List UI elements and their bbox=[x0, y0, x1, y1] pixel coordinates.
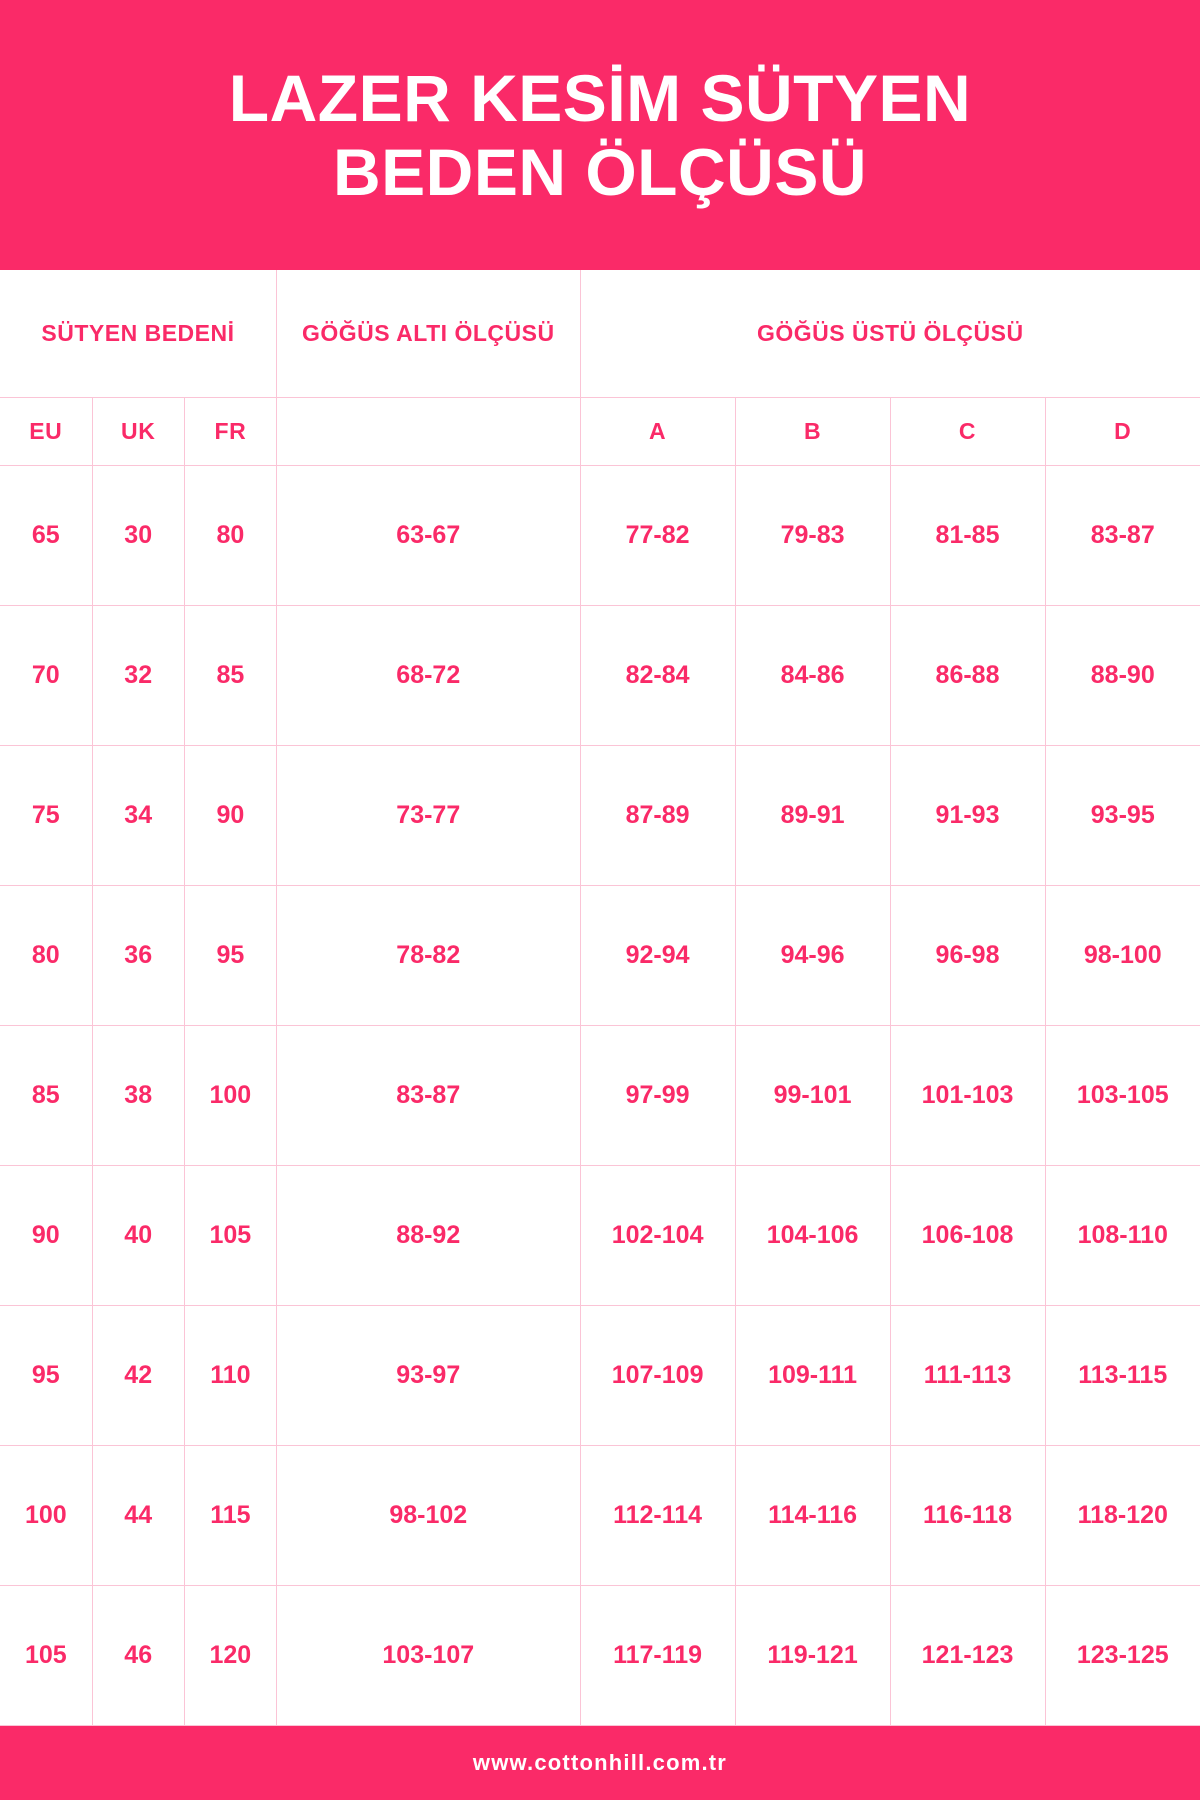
cell-cup-a: 117-119 bbox=[580, 1585, 735, 1725]
cell-cup-b: 114-116 bbox=[735, 1445, 890, 1585]
cell-fr: 120 bbox=[184, 1585, 276, 1725]
column-header-fr: FR bbox=[184, 398, 276, 466]
cell-uk: 36 bbox=[92, 886, 184, 1026]
group-header-bra-size: SÜTYEN BEDENİ bbox=[0, 270, 276, 398]
cell-eu: 95 bbox=[0, 1306, 92, 1446]
cell-eu: 75 bbox=[0, 746, 92, 886]
cell-underbust: 88-92 bbox=[276, 1166, 580, 1306]
column-header-uk: UK bbox=[92, 398, 184, 466]
group-header-overbust: GÖĞÜS ÜSTÜ ÖLÇÜSÜ bbox=[580, 270, 1200, 398]
cell-uk: 34 bbox=[92, 746, 184, 886]
cell-cup-b: 109-111 bbox=[735, 1306, 890, 1446]
cell-cup-b: 104-106 bbox=[735, 1166, 890, 1306]
cell-cup-d: 88-90 bbox=[1045, 606, 1200, 746]
cell-cup-d: 83-87 bbox=[1045, 466, 1200, 606]
cell-cup-a: 102-104 bbox=[580, 1166, 735, 1306]
cell-eu: 65 bbox=[0, 466, 92, 606]
table-body bbox=[0, 466, 1200, 1726]
table-row bbox=[0, 1026, 1200, 1166]
cell-cup-d: 108-110 bbox=[1045, 1166, 1200, 1306]
table-row bbox=[0, 466, 1200, 606]
cell-cup-b: 89-91 bbox=[735, 746, 890, 886]
cell-cup-b: 94-96 bbox=[735, 886, 890, 1026]
table-row bbox=[0, 1306, 1200, 1446]
cell-eu: 80 bbox=[0, 886, 92, 1026]
table-row bbox=[0, 746, 1200, 886]
cell-cup-d: 113-115 bbox=[1045, 1306, 1200, 1446]
column-header-cup-c: C bbox=[890, 398, 1045, 466]
cell-uk: 40 bbox=[92, 1166, 184, 1306]
cell-cup-c: 106-108 bbox=[890, 1166, 1045, 1306]
website-url[interactable]: www.cottonhill.com.tr bbox=[472, 1750, 728, 1775]
cell-cup-c: 91-93 bbox=[890, 746, 1045, 886]
cell-cup-c: 81-85 bbox=[890, 466, 1045, 606]
cell-uk: 44 bbox=[92, 1445, 184, 1585]
table-row bbox=[0, 606, 1200, 746]
cell-underbust: 98-102 bbox=[276, 1445, 580, 1585]
cell-eu: 105 bbox=[0, 1585, 92, 1725]
cell-underbust: 93-97 bbox=[276, 1306, 580, 1446]
cell-eu: 70 bbox=[0, 606, 92, 746]
page-footer bbox=[0, 1726, 1200, 1800]
cell-underbust: 68-72 bbox=[276, 606, 580, 746]
table-group-header-row bbox=[0, 270, 1200, 398]
cell-uk: 38 bbox=[92, 1026, 184, 1166]
cell-cup-c: 101-103 bbox=[890, 1026, 1045, 1166]
cell-cup-d: 98-100 bbox=[1045, 886, 1200, 1026]
cell-eu: 100 bbox=[0, 1445, 92, 1585]
cell-fr: 80 bbox=[184, 466, 276, 606]
cell-uk: 46 bbox=[92, 1585, 184, 1725]
cell-cup-c: 86-88 bbox=[890, 606, 1045, 746]
cell-underbust: 83-87 bbox=[276, 1026, 580, 1166]
cell-underbust: 73-77 bbox=[276, 746, 580, 886]
table-row bbox=[0, 1166, 1200, 1306]
cell-cup-d: 103-105 bbox=[1045, 1026, 1200, 1166]
cell-fr: 115 bbox=[184, 1445, 276, 1585]
cell-cup-a: 112-114 bbox=[580, 1445, 735, 1585]
column-header-cup-b: B bbox=[735, 398, 890, 466]
cell-eu: 85 bbox=[0, 1026, 92, 1166]
cell-uk: 30 bbox=[92, 466, 184, 606]
cell-cup-d: 118-120 bbox=[1045, 1445, 1200, 1585]
cell-underbust: 103-107 bbox=[276, 1585, 580, 1725]
group-header-underbust: GÖĞÜS ALTI ÖLÇÜSÜ bbox=[276, 270, 580, 398]
cell-cup-c: 116-118 bbox=[890, 1445, 1045, 1585]
cell-cup-a: 92-94 bbox=[580, 886, 735, 1026]
cell-uk: 32 bbox=[92, 606, 184, 746]
page-title-line-1: LAZER KESİM SÜTYEN bbox=[228, 61, 972, 135]
cell-cup-b: 119-121 bbox=[735, 1585, 890, 1725]
cell-cup-a: 77-82 bbox=[580, 466, 735, 606]
size-table bbox=[0, 270, 1200, 1726]
cell-fr: 95 bbox=[184, 886, 276, 1026]
page-title bbox=[40, 62, 1160, 210]
column-header-cup-a: A bbox=[580, 398, 735, 466]
cell-cup-a: 97-99 bbox=[580, 1026, 735, 1166]
cell-underbust: 78-82 bbox=[276, 886, 580, 1026]
cell-cup-a: 107-109 bbox=[580, 1306, 735, 1446]
column-header-eu: EU bbox=[0, 398, 92, 466]
cell-fr: 105 bbox=[184, 1166, 276, 1306]
cell-cup-c: 111-113 bbox=[890, 1306, 1045, 1446]
column-header-cup-d: D bbox=[1045, 398, 1200, 466]
page-header bbox=[0, 0, 1200, 270]
table-row bbox=[0, 1585, 1200, 1725]
cell-cup-d: 93-95 bbox=[1045, 746, 1200, 886]
cell-cup-c: 121-123 bbox=[890, 1585, 1045, 1725]
cell-cup-b: 84-86 bbox=[735, 606, 890, 746]
table-row bbox=[0, 886, 1200, 1026]
cell-fr: 110 bbox=[184, 1306, 276, 1446]
cell-cup-b: 99-101 bbox=[735, 1026, 890, 1166]
cell-underbust: 63-67 bbox=[276, 466, 580, 606]
table-header bbox=[0, 270, 1200, 466]
cell-fr: 90 bbox=[184, 746, 276, 886]
table-row bbox=[0, 1445, 1200, 1585]
size-table-container bbox=[0, 270, 1200, 1726]
cell-eu: 90 bbox=[0, 1166, 92, 1306]
cell-fr: 100 bbox=[184, 1026, 276, 1166]
cell-uk: 42 bbox=[92, 1306, 184, 1446]
cell-cup-a: 87-89 bbox=[580, 746, 735, 886]
cell-cup-d: 123-125 bbox=[1045, 1585, 1200, 1725]
table-sub-header-row bbox=[0, 398, 1200, 466]
cell-cup-b: 79-83 bbox=[735, 466, 890, 606]
cell-cup-c: 96-98 bbox=[890, 886, 1045, 1026]
cell-fr: 85 bbox=[184, 606, 276, 746]
page-title-line-2: BEDEN ÖLÇÜSÜ bbox=[332, 134, 868, 209]
column-header-underbust-blank bbox=[276, 398, 580, 466]
cell-cup-a: 82-84 bbox=[580, 606, 735, 746]
